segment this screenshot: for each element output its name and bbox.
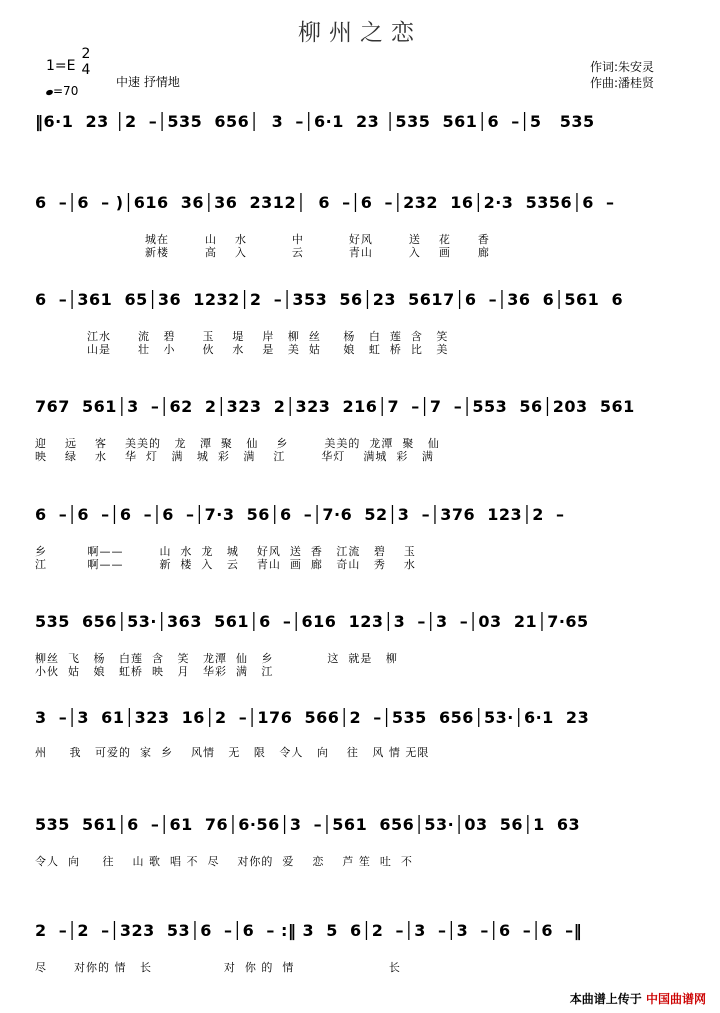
lyric-verse-1: 柳丝 飞 杨 白莲 含 笑 龙潭 仙 乡 这 就是 柳 — [35, 652, 398, 665]
lyric-verse-1: 迎 远 客 美美的 龙 潭 聚 仙 乡 美美的 龙潭 聚 仙 — [35, 437, 440, 450]
notation: 535 656│53·│363 561│6 –│616 123│3 –│3 –│03 21│7·65 — [35, 612, 589, 631]
footer-text: 本曲谱上传于 — [569, 992, 642, 1006]
composer: 作曲:潘桂贤 — [590, 76, 655, 90]
notation: 6 –│6 –│6 –│6 –│7·3 56│6 –│7·6 52│3 –│376 123│2 – — [35, 505, 565, 524]
lyricist: 作词:朱安灵 — [590, 60, 655, 74]
lyric-verse-2: 新楼 高 入 云 青山 入 画 廊 — [145, 246, 490, 259]
time-sig-top: 2 — [81, 46, 91, 62]
lyric-verse-2: 小伙 姑 娘 虹桥 映 月 华彩 满 江 — [35, 665, 274, 678]
notation: 767 561│3 –│62 2│323 2│323 216│7 –│7 –│553 56│203 561 — [35, 397, 635, 416]
lyric-verse-2: 山是 壮 小 伙 水 是 美 姑 娘 虹 桥 比 美 — [87, 343, 449, 356]
key-signature: 1=E — [46, 58, 76, 74]
lyric-verse-1: 城在 山 水 中 好风 送 花 香 — [145, 233, 490, 246]
time-sig-bottom: 4 — [81, 62, 91, 78]
footer-credit — [570, 990, 706, 1007]
time-signature — [80, 46, 92, 78]
site-logo[interactable]: 中国曲谱网 — [645, 992, 706, 1006]
mood-mark: 中速 抒情地 — [116, 75, 180, 89]
lyric-verse-1: 令人 向 往 山 歌 唱 不 尽 对你的 爱 恋 芦 笙 吐 不 — [35, 855, 413, 868]
notation: 535 561│6 –│61 76│6·56│3 –│561 656│53·│03 56│1 63 — [35, 815, 581, 834]
notation: 6 –│361 65│36 1232│2 –│353 56│23 5617│6 –│36 6│561 6 — [35, 290, 624, 309]
lyric-verse-2: 映 绿 水 华 灯 满 城 彩 满 江 华灯 满城 彩 满 — [35, 450, 434, 463]
tempo-mark — [46, 84, 78, 98]
lyric-verse-1: 江水 流 碧 玉 堤 岸 柳 丝 杨 白 莲 含 笑 — [87, 330, 449, 343]
lyric-verse-1: 乡 啊—— 山 水 龙 城 好风 送 香 江流 碧 玉 — [35, 545, 416, 558]
notation: 3 –│3 61│323 16│2 –│176 566│2 –│535 656│53·│6·1 23 — [35, 708, 590, 727]
notation: 6 –│6 – )│616 36│36 2312│ 6 –│6 –│232 16│2·3 5356│6 – — [35, 193, 615, 212]
lyric-verse-2: 江 啊—— 新 楼 入 云 青山 画 廊 奇山 秀 水 — [35, 558, 416, 571]
lyric-verse-1: 尽 对你的 情 长 对 你 的 情 长 — [35, 961, 401, 974]
tempo-value: =70 — [53, 84, 79, 98]
lyric-verse-1: 州 我 可爱的 家 乡 风情 无 限 令人 向 往 风 情 无限 — [35, 746, 430, 759]
page-title: 柳州之恋 — [298, 20, 422, 46]
notation: ‖6·1 23 │2 –│535 656│ 3 –│6·1 23 │535 561│6 –│5 535 — [35, 112, 595, 131]
notation: 2 –│2 –│323 53│6 –│6 – :‖ 3 5 6│2 –│3 –│3 –│6 –│6 –‖ — [35, 921, 583, 940]
